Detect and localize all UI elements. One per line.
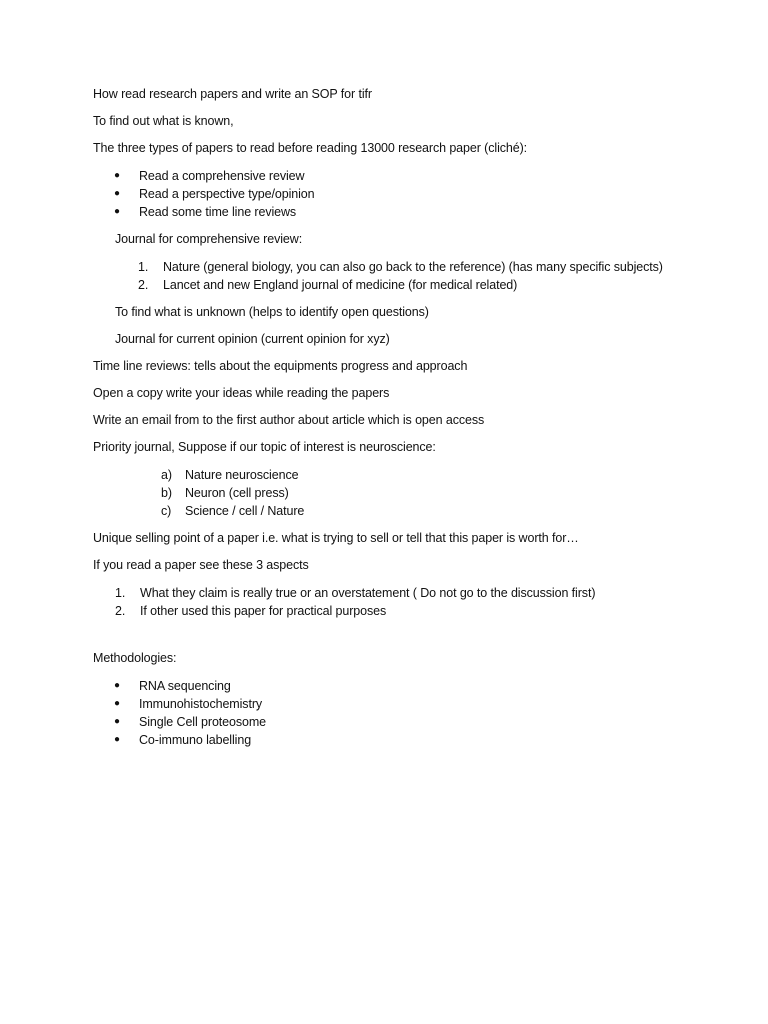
bullet-icon: ●	[114, 680, 120, 691]
list-item-text: Read some time line reviews	[139, 205, 297, 219]
doc-title: How read research papers and write an SOP for tifr	[93, 87, 372, 101]
list-item-text: Single Cell proteosome	[139, 715, 267, 729]
paragraph-unknown: To find what is unknown (helps to identify open questions)	[115, 305, 429, 319]
list-item-text: Nature (general biology, you can also go back to the reference) (has many specific subjects)	[163, 260, 663, 274]
list-item	[93, 203, 693, 221]
list-item	[70, 584, 693, 602]
list-item-text: Read a comprehensive review	[139, 169, 305, 183]
list-item	[70, 602, 693, 620]
list-item-text: Lancet and new England journal of medicine (for medical related)	[163, 278, 518, 292]
list-item	[93, 713, 693, 731]
list-number: 2.	[138, 278, 149, 292]
list-letter: b)	[161, 486, 172, 500]
bullet-icon: ●	[114, 698, 120, 709]
paragraph-current-opinion: Journal for current opinion (current opinion for xyz)	[115, 332, 390, 346]
paragraph-timeline: Time line reviews: tells about the equipments progress and approach	[93, 359, 468, 373]
bullet-icon: ●	[114, 734, 120, 745]
paragraph-known: To find out what is known,	[93, 114, 234, 128]
list-item-text: Neuron (cell press)	[185, 486, 289, 500]
paragraph-three-types: The three types of papers to read before reading 13000 research paper (cliché):	[93, 141, 528, 155]
list-item	[93, 258, 693, 276]
list-item-text: RNA sequencing	[139, 679, 231, 693]
list-letter: a)	[161, 468, 172, 482]
list-item-text: Co-immuno labelling	[139, 733, 252, 747]
list-item-text: Read a perspective type/opinion	[139, 187, 315, 201]
bullet-icon: ●	[114, 188, 120, 199]
list-item-text: Nature neuroscience	[185, 468, 299, 482]
list-item	[93, 731, 693, 749]
paragraph-copy: Open a copy write your ideas while reading the papers	[93, 386, 390, 400]
types-bullet-list	[93, 167, 693, 221]
bullet-icon: ●	[114, 170, 120, 181]
list-item-text: Immunohistochemistry	[139, 697, 263, 711]
aspects-numbered-list	[70, 584, 693, 620]
methods-bullet-list	[93, 677, 693, 749]
list-number: 1.	[115, 586, 126, 600]
list-item-text: What they claim is really true or an overstatement ( Do not go to the discussion first)	[140, 586, 596, 600]
list-item-text: Science / cell / Nature	[185, 504, 305, 518]
list-item	[93, 484, 693, 502]
list-item-text: If other used this paper for practical purposes	[140, 604, 387, 618]
list-item	[93, 276, 693, 294]
paragraph-priority: Priority journal, Suppose if our topic of interest is neuroscience:	[93, 440, 436, 454]
paragraph-usp: Unique selling point of a paper i.e. what is trying to sell or tell that this paper is worth for…	[93, 531, 579, 545]
document-page	[93, 86, 693, 749]
list-item	[93, 466, 693, 484]
bullet-icon: ●	[114, 716, 120, 727]
list-item	[93, 502, 693, 520]
paragraph-aspects: If you read a paper see these 3 aspects	[93, 558, 309, 572]
list-letter: c)	[161, 504, 172, 518]
list-item	[93, 185, 693, 203]
list-number: 1.	[138, 260, 149, 274]
paragraph-methodologies: Methodologies:	[93, 651, 177, 665]
priority-journal-list	[93, 466, 693, 520]
list-item	[93, 677, 693, 695]
list-item	[93, 167, 693, 185]
paragraph-email: Write an email from to the first author about article which is open access	[93, 413, 485, 427]
list-item	[93, 695, 693, 713]
paragraph-journal-comprehensive: Journal for comprehensive review:	[115, 232, 303, 246]
journals-numbered-list	[93, 258, 693, 294]
list-number: 2.	[115, 604, 126, 618]
bullet-icon: ●	[114, 206, 120, 217]
